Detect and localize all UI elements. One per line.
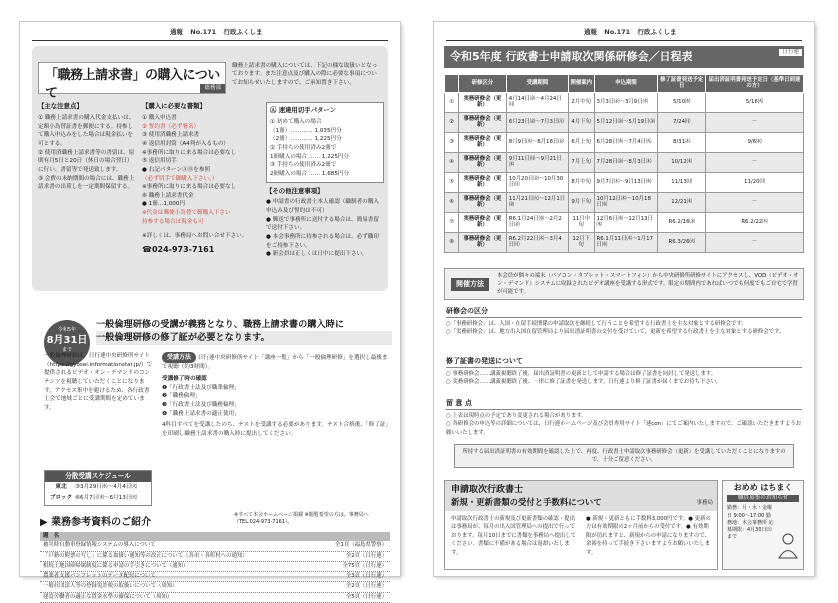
header-number: No.171 [190,28,217,36]
ethics-title [96,318,392,345]
row-period: 4月14日㈮～4月24日㈪ [506,92,568,112]
ref-title: 被災時自動車登録情報システムの導入について [43,542,156,549]
fee-item: 1冊購入の場合 …… 1,225円分 [270,153,350,160]
reference-title: ▶ 業務参考資料のご紹介 [40,517,152,528]
row-period: 8月9日㈬～8月18日㈮ [506,132,568,152]
note-item: ③ 会費の未納期間の場合には、職務上請求書の出荷しを一定期間保留する。 [38,175,135,191]
training-title-bar [444,46,804,68]
header-org: 行政ふくしま [637,28,677,36]
row-cert: 7/24㈪ [658,112,706,132]
note-item: ① 職務上請求書の購入代金支払いは、定額小為替証書を郵便にする。持参して購入申込みをした場合は現金払いを可とする。 [38,114,135,147]
reference-header: 題 名 [40,532,390,541]
row-apply: 7月28日㈮～8月3日㈭ [594,152,658,172]
row-proof: － [706,112,804,132]
row-type: 事務研修会（更新） [459,152,507,172]
row-number: ③ [445,132,459,152]
ethics-title-line1: 一般倫理研修の受講が義務となり、職務上請求書の購入時に [96,319,345,330]
col-type: 研修区分 [459,75,507,93]
table-row [445,132,804,152]
table-row [445,112,804,132]
row-proof: － [706,232,804,252]
other-heading: 【その他注意事項】 [266,186,324,195]
row-number: ④ [445,152,459,172]
row-apply: 3月3日㈮～3月9日㈭ [594,92,658,112]
col-number [445,75,459,93]
fee-item: （2冊）………… 1,225円分 [270,136,342,143]
row-cert: 8/31㈭ [658,132,706,152]
fee-item: （1冊）………… 1,035円分 [270,127,342,134]
badge-year: 令和5年 [57,327,77,333]
row-apply: 6月28日㈬～7月4日㈫ [594,132,658,152]
kubun-item: ○「事務研修会」は、入国・在留手続関係の申請取次を継続して行うことを希望する行政書士を主な対象とする研修会です。 [446,320,747,327]
row-notice: 9月下旬 [568,192,594,212]
table-row [40,572,390,582]
row-notice: 6月上旬 [568,132,594,152]
method-pill: 受講方法 [162,352,196,363]
training-schedule-table [444,74,804,253]
table-row [40,562,390,572]
row-notice: 11月中旬 [568,212,594,232]
required-item: ④ 返信用封筒（A4判が入るもの） [142,140,229,147]
schedule-period: ③3月29日㈬～4月4日㈫ [75,483,137,490]
row-proof: － [706,192,804,212]
schedule-heading: 分散受講スケジュール [45,471,151,482]
left-header [170,28,262,38]
ref-pages: 全75頁（日行連） [342,562,387,569]
row-type: 実務研修会（更新） [459,172,507,192]
row-proof: R6.2/22㈭ [706,212,804,232]
row-period: 11月21日㈫～12月1日㈮ [506,192,568,212]
row-proof: － [706,152,804,172]
fee-item: ① 初めて購入の場合 [270,118,322,125]
row-type: 実務研修会（更新） [459,92,507,112]
table-row [40,541,390,551]
required-item: ① 購入申込書 [142,114,177,121]
header-name: 通報 [170,28,183,36]
table-row [445,172,804,192]
row-apply: 10月12日㈭～10月18日㈬ [594,192,658,212]
kubun-section [446,306,802,337]
purchase-intro: 職務上請求書の購入については、下記の様な取扱いとなっております。また注意点及び購入の際に必要な事項についてお知らせいたしますので、ご承知置き下さい。 [232,63,378,86]
kubun-heading: 研修会の区分 [446,306,802,318]
method-box [444,268,804,300]
side-column-box [722,480,804,570]
table-row [40,582,390,592]
required-item: ⑤ 返信用切手 [142,158,177,165]
row-proof: 9/6㈬ [706,132,804,152]
ref-pages: 全2頁（日行連） [345,552,387,559]
row-apply: 5月12日㈮～5月19日㈮ [594,112,658,132]
method-subheading: 受講修了時の確認 [162,375,207,382]
required-item: ※事務所に取りに来る場合は必要なし [142,184,237,191]
purchase-tag: 総務部 [200,84,225,93]
row-notice: 12月下旬 [568,232,594,252]
row-notice: 7月上旬 [568,152,594,172]
ethics-method [162,352,392,439]
row-period: 10月20日㈮～10月30日㈪ [506,172,568,192]
ref-pages: 全1頁（福島県警察） [335,542,387,549]
ref-title: 建設労働者の適正な賃金水準の確保について（周知） [43,593,173,600]
application-col1: 申請取次行政書士の新規及び更新書類の確認・提出は事務局が、毎月の出入国管理局への提出で行っております。毎月10日までに書類を事務局へ提出してください。書類に不備がある場合は返却いたします。 [451,516,577,556]
schedule-area: 東北 [55,483,67,490]
badge-suffix: まで [61,347,72,354]
course-item: ❶「行政書士法及び職業倫理」 [162,384,240,391]
row-number: ① [445,92,459,112]
row-number: ② [445,112,459,132]
side-title: おめめ はちまく [733,483,793,492]
required-item: ● 右記パターンⒶⒷを参照 [142,166,211,173]
row-type: 実務研修会（更新） [459,212,507,232]
method-tail: 4科目すべてを受講したのち、テストを受講する必要があります。テスト合格後、「修了証」を印刷し職務上請求書の購入時に提出してください。 [162,422,392,437]
ref-title: 「戸籍の附票の写し」に係る取扱い通知等の改正について（各市・各町村への通知） [43,552,248,559]
table-header-row [445,75,804,93]
row-number: ⑤ [445,172,459,192]
row-number: ⑦ [445,212,459,232]
fee-box [266,102,384,183]
issue-heading: 修了証書の発送について [446,356,802,368]
other-item: ● 申請書の行政書士本人確認（職制者の購入申込み及び誓約は不可） [266,199,379,215]
application-body [451,515,713,557]
row-type: 事務研修会（更新） [459,192,507,212]
ethics-description: 一般倫理研修は、日行連中央研修所サイト（https://gyosei.informationstar.jp/）で提供されるビデオ・オン・デマンドのコンテンツを視聴していただくことになります。アクセス集中を避けるため、各行政書士会で地域ごとに受講期間を定めています。 [44,353,153,411]
row-type: 実務研修会（更新） [459,132,507,152]
course-item: ❷「職務倫理」 [162,393,201,400]
course-item: ❹「職務上請求書の適正使用」 [162,410,240,417]
ethics-title-line2: 一般倫理研修の修了証が必要となります。 [96,331,392,344]
row-notice: 2月中旬 [568,92,594,112]
schedule-period: ⑥6月7日㈬～6月13日㈫ [75,495,137,502]
other-item: ● 郵送で事務所に送付する場合は、簡易書留で送付下さい。 [266,216,379,232]
contact-note: ※詳しくは、事務局へお問い合せ下さい。 [142,233,248,240]
ref-pages: 全2頁（日行連） [345,583,387,590]
col-proof: 届出済証明書発送予定日（基準日到達の方） [706,75,804,93]
phone-number: ☎024-973-7161 [142,245,215,255]
required-item: ※代金は郵便小為替で御購入下さい [142,210,231,217]
row-cert: 10/12㈭ [658,152,706,172]
table-row [40,552,390,562]
row-number: ⑥ [445,192,459,212]
row-period: R6.2月22日㈭～3月4日㈪ [506,232,568,252]
table-row [445,212,804,232]
col-notice: 開催案内 [568,75,594,93]
reference-note: ※すべて本会ホームページ掲載 ※閲覧希望の方は、事務局へ（TEL.024-973-7161）。 [234,512,369,525]
application-tag: 事務局 [696,500,713,506]
required-item: 持参する場合は現金も可 [142,218,204,225]
purchase-title: 「職務上請求書」の購入について [45,68,220,101]
application-title-2: 新規・更新書類の受付と手数料について [451,497,602,507]
required-item: ② 誓約書（必ず署名） [142,123,200,130]
row-period: R6.1月24日㈬～2月2日㈮ [506,212,568,232]
kubun-item: ○「実務研修会」は、地方出入国在留管理局より届出済証明書の交付を受けていて、更新を希望する行政書士を主な対象とする研修会です。 [446,329,785,336]
row-apply: 12月6日㈬～12月13日㈬ [594,212,658,232]
required-item: ● 1冊…1,000円 [142,201,186,208]
right-header [584,28,676,38]
ref-title: 農業者支援パンフレットのデータ配付について [43,573,156,580]
course-item: ❸「行政書士法及び職務倫理」 [162,401,240,408]
caution-item: ○ 各研修会の申込等の詳細については、日行連ホームページ及び会員専用サイト「連con」にてご案内いたしますので、ご確認いただきますようお願いいたします。 [446,421,802,436]
application-header [445,481,717,511]
reference-table [40,532,390,603]
side-text: 勤務：月・水・金曜日 9:00～17:00 勤務地：本会事務所 応募期限：4月30日㈰まで [727,505,774,541]
required-item: （必ず切手で御購入下さい。） [142,175,218,182]
issue-item: ○ 事務研修会……講義視聴終了後、届出済証明書の更新として申請する場合は修了証書を同封して発送します。 [446,370,717,377]
purchase-title-box [38,62,226,101]
table-row [40,593,390,603]
ref-pages: 全5頁（日行連） [345,593,387,600]
schedule-row [45,493,151,505]
caution-item: ○ 上表は現時点の予定であり変更される場合があります。 [446,412,587,419]
method-text: 本会員が個々の端末（パソコン・タブレット・スマートフォン）から中央研修所研修サイトにアクセスし、VOD（ビデオ・オン・デマンド）システムに収録されたビデオ講座を受講する形式です。限定の期間内であればいつでも何度でもご自宅で学習が可能です。 [497,273,799,296]
schedule-area: ブロック [49,495,73,502]
table-row [445,152,804,172]
row-cert: 5/10㈬ [658,92,706,112]
row-cert: R6.2/16㈮ [658,212,706,232]
other-item: ● 新会員は正しくは日中に提出下さい。 [266,251,368,258]
col-cert: 修了証書発送予定日 [658,75,706,93]
fee-item: ② 手持ちの使用済み2冊で [270,144,337,151]
schedule-box [44,470,152,506]
row-period: 9月11日㈪～9月21日㈭ [506,152,568,172]
col-period: 受講期間 [506,75,568,93]
row-notice: 8月中旬 [568,172,594,192]
training-tag: 日行連 [779,49,802,56]
caution-section [446,398,802,437]
schedule-row [45,482,151,494]
note-item: ② 使用済職務上請求書等の書留は、原則有月5日と20日（休日の場合翌日）に行い、書留等で発送致します。 [38,149,135,173]
row-proof: 5/16㈫ [706,92,804,112]
required-heading: 【購入に必要な書類】 [142,102,206,110]
method-label: 開催方法 [451,278,489,291]
table-row [445,232,804,252]
header-divider [32,40,388,41]
badge-date: 8月31日 [46,334,88,346]
side-subtitle: 職員募集のお知らせ [727,495,799,503]
training-title: 令和5年度 行政書士申請取次関係研修会／日程表 [450,50,693,63]
required-item: ※事務所に取りに来る場合は必要なし [142,149,237,156]
application-box [444,480,718,570]
row-cert: 11/13㈪ [658,172,706,192]
notes-column [38,102,136,192]
application-title-1: 申請取次行政書士 [451,485,524,495]
caution-heading: 留 意 点 [446,398,802,410]
header-divider [446,40,802,41]
person-illustration-icon [777,533,799,559]
ref-title: 相続土地国庫帰属制度に係る申請の手引きについて（通知） [43,562,189,569]
notes-heading: 【主な注意点】 [38,102,83,110]
application-col2: ● 新規・更新ともに手数料3,000円です。● 更新の方は有効期限の2ヶ月前からの受付です。● 有効期限が切れますと、新規からの申請になりますので、余裕を持って手続き下さいますようお願いいたします。 [586,516,711,556]
ref-pages: 全3頁（日行連） [345,573,387,580]
row-type: 事務研修会（更新） [459,232,507,252]
row-type: 事務研修会（更新） [459,112,507,132]
right-page [434,22,814,576]
row-apply: R6.1月11日㈭～1月17日㈬ [594,232,658,252]
table-row [445,192,804,212]
row-apply: 9月7日㈭～9月13日㈬ [594,172,658,192]
required-item: ③ 使用済職務上請求書 [142,132,200,139]
row-period: 6月23日㈮～7月3日㈪ [506,112,568,132]
notice-box: 所持する届出済証明書の有効期間を確認した上で、再度、行政書士申請取次事務研修会（更新）を受講していただくことになりますので、十分ご留意ください。 [454,444,794,468]
header-org: 行政ふくしま [223,28,263,36]
fee-item: 2冊購入の場合 …… 1,685円分 [270,170,350,177]
method-text: 日行連中央研修所サイト「講座一覧」から「一般倫理研修」を選択し最後まで視聴（約3時間）。 [162,355,388,371]
header-number: No.171 [604,28,631,36]
fee-item: ③ 手持ちの使用済み2冊で [270,162,337,169]
required-docs-column [142,102,260,257]
row-cert: 12/21㈭ [658,192,706,212]
header-name: 通報 [584,28,597,36]
fee-column [266,102,384,259]
row-proof: 11/20㈪ [706,172,804,192]
other-item: ● 本会事務所に持参される場合は、必ず職印をご持参下さい。 [266,234,379,249]
issue-section [446,356,802,387]
left-page [20,22,400,600]
row-number: ⑧ [445,232,459,252]
fee-heading: Ⓐ 速達用切手パターン [270,106,337,114]
table-row [445,92,804,112]
issue-item: ○ 実務研修会……講義視聴終了後、一律に修了証書を発送します。日行連より修了証書が届くまでお待ち下さい。 [446,379,722,386]
row-cert: R6.3/26㈫ [658,232,706,252]
required-item: ⑥ 職務上請求書代金 [142,192,194,199]
col-apply: 申込期間 [594,75,658,93]
ref-title: 一般社団法人等の登録免許税の取扱いについて（周知） [43,583,178,590]
row-notice: 4月下旬 [568,112,594,132]
